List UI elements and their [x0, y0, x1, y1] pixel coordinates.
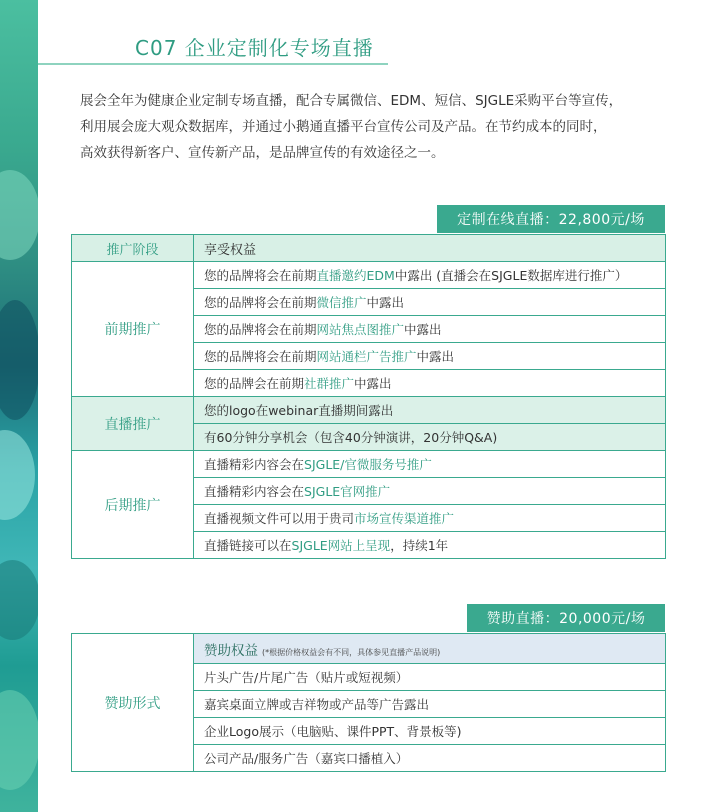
benefit-highlight: SJGLE官网推广 — [304, 484, 391, 499]
benefit-cell — [194, 370, 666, 397]
benefit-text: 您的品牌将会在前期 — [204, 295, 317, 310]
stage-post-promotion: 后期推广 — [72, 451, 194, 559]
benefit-text: 中露出 (直播会在SJGLE数据库进行推广） — [394, 268, 628, 283]
benefit-text: 中露出 — [404, 322, 442, 337]
benefit-text: 直播链接可以在 — [204, 538, 292, 553]
title-underline — [38, 63, 388, 65]
sponsor-benefit-cell: 片头广告/片尾广告（贴片或短视频） — [194, 664, 666, 691]
custom-live-benefits-table — [71, 234, 666, 559]
benefit-text: 直播精彩内容会在 — [204, 457, 305, 472]
intro-line: 高效获得新客户、宣传新产品，是品牌宣传的有效途径之一。 — [80, 145, 445, 161]
benefit-cell — [194, 343, 666, 370]
leaf-shape — [0, 430, 35, 520]
benefit-cell — [194, 424, 666, 451]
benefit-highlight: 网站焦点图推广 — [316, 322, 405, 337]
benefit-cell — [194, 289, 666, 316]
sponsor-benefit-cell: 企业Logo展示（电脑贴、课件PPT、背景板等) — [194, 718, 666, 745]
benefit-text: 中露出 — [366, 295, 405, 310]
leaf-shape — [0, 690, 38, 790]
col-header-benefit: 享受权益 — [194, 235, 666, 262]
col-header-stage: 推广阶段 — [72, 235, 194, 262]
benefit-cell — [194, 532, 666, 559]
benefit-highlight: SJGLE网站上呈现 — [291, 538, 391, 553]
table-header-row — [72, 634, 666, 664]
sponsor-live-price-tag: 赞助直播：20,000元/场 — [467, 604, 665, 632]
benefit-text: 中露出 — [354, 376, 392, 391]
sponsor-benefits-table — [71, 633, 666, 772]
sponsor-benefit-cell: 公司产品/服务广告（嘉宾口播植入） — [194, 745, 666, 772]
benefit-cell — [194, 478, 666, 505]
intro-paragraph — [80, 88, 680, 166]
benefit-text: 直播精彩内容会在 — [204, 484, 305, 499]
benefit-cell — [194, 262, 666, 289]
leaf-shape — [0, 300, 38, 420]
benefit-cell — [194, 316, 666, 343]
intro-line: 利用展会庞大观众数据库，并通过小鹅通直播平台宣传公司及产品。在节约成本的同时， — [80, 119, 607, 135]
benefit-text: 有60分钟分享机会（包含40分钟演讲，20分钟Q&A) — [204, 430, 498, 445]
sponsor-benefit-cell: 嘉宾桌面立牌或吉祥物或产品等广告露出 — [194, 691, 666, 718]
table-row — [72, 397, 666, 424]
benefit-title: 赞助权益 — [204, 642, 258, 659]
benefit-text: 您的品牌将会在前期 — [204, 268, 317, 283]
benefit-text: 您的品牌将会在前期 — [204, 349, 317, 364]
benefit-highlight: 网站通栏广告推广 — [316, 349, 417, 364]
page-title: C07 企业定制化专场直播 — [135, 36, 374, 60]
benefit-text: 您的品牌会在前期 — [204, 376, 305, 391]
benefit-cell — [194, 505, 666, 532]
benefit-highlight: 社群推广 — [304, 376, 355, 391]
table-header-row — [72, 235, 666, 262]
benefit-text: 直播视频文件可以用于贵司 — [204, 511, 355, 526]
benefit-cell — [194, 451, 666, 478]
benefit-highlight: SJGLE/官微服务号推广 — [304, 457, 432, 472]
table-row — [72, 451, 666, 478]
benefit-text: 您的logo在webinar直播期间露出 — [204, 403, 394, 418]
benefit-highlight: 微信推广 — [316, 295, 367, 310]
sponsor-benefit-header — [194, 634, 666, 664]
leaf-shape — [0, 170, 38, 260]
decorative-side-strip — [0, 0, 38, 812]
benefit-highlight: 市场宣传渠道推广 — [354, 511, 455, 526]
stage-pre-promotion: 前期推广 — [72, 262, 194, 397]
benefit-note: (*根据价格权益会有不同，具体参见直播产品说明) — [262, 647, 441, 657]
intro-line: 展会全年为健康企业定制专场直播，配合专属微信、EDM、短信、SJGLE采购平台等宣传， — [80, 93, 623, 109]
benefit-text: 您的品牌将会在前期 — [204, 322, 317, 337]
stage-live-promotion: 直播推广 — [72, 397, 194, 451]
stage-sponsor-form: 赞助形式 — [72, 634, 194, 772]
benefit-text: 中露出 — [416, 349, 455, 364]
benefit-highlight: 直播邀约EDM — [316, 268, 395, 283]
benefit-cell — [194, 397, 666, 424]
leaf-shape — [0, 560, 38, 640]
custom-live-price-tag: 定制在线直播：22,800元/场 — [437, 205, 665, 233]
benefit-text: ，持续1年 — [390, 538, 449, 553]
table-row — [72, 262, 666, 289]
